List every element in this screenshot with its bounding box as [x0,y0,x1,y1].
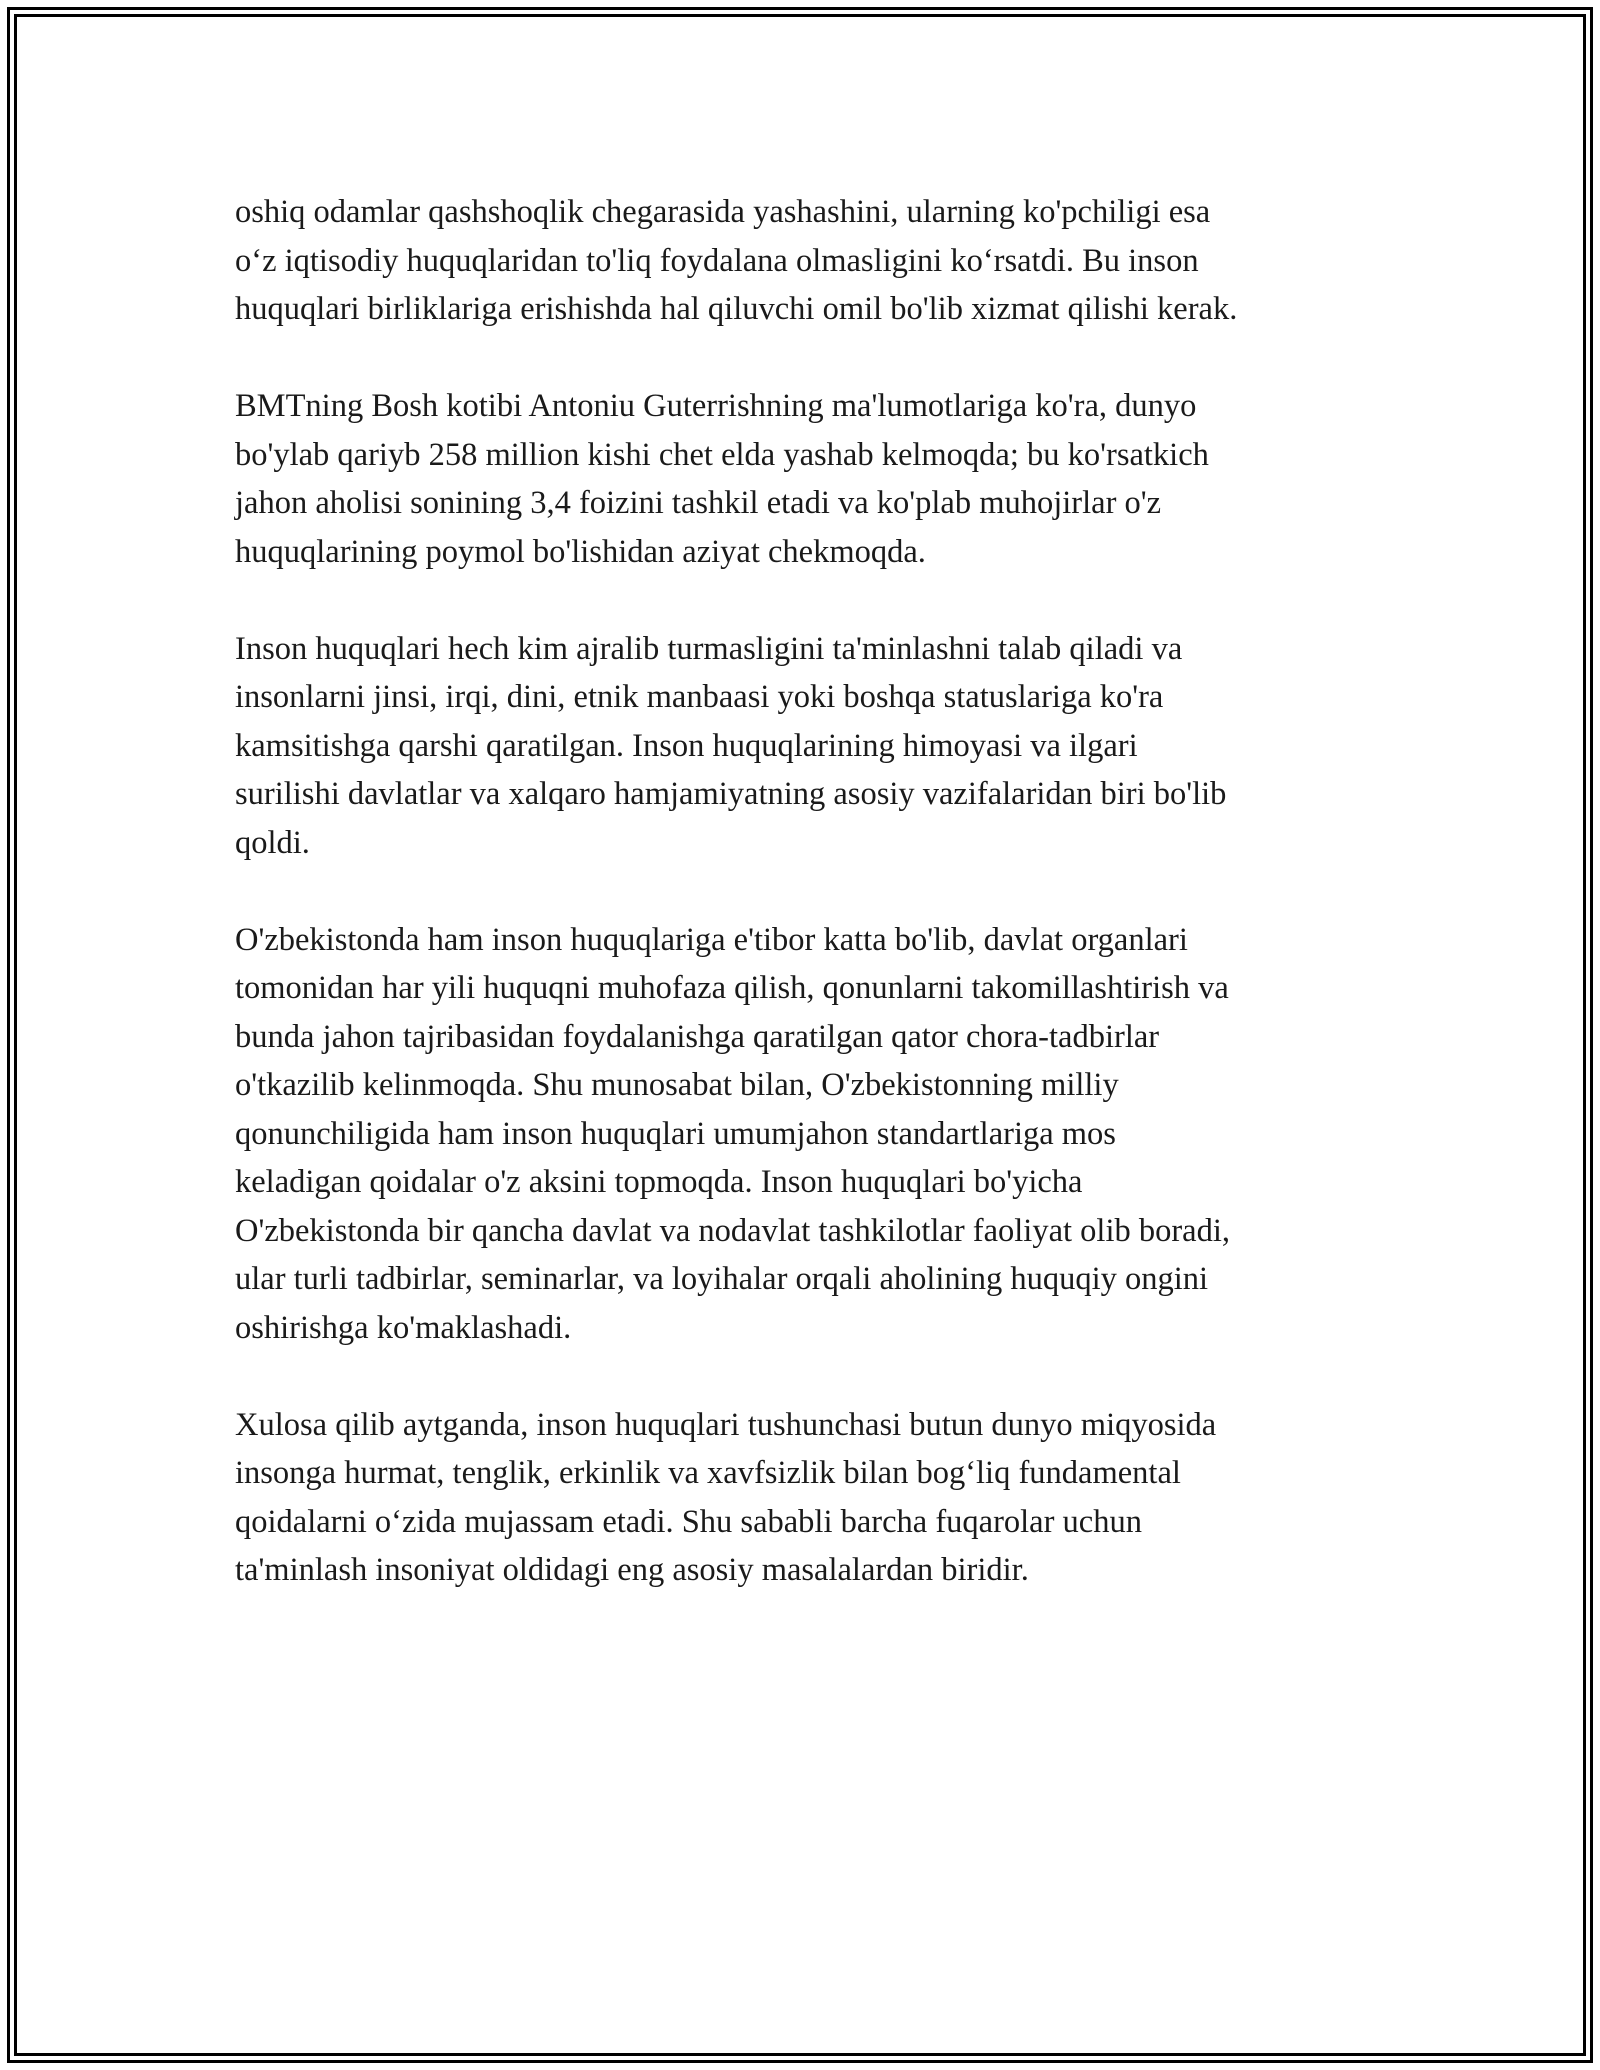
paragraph-4: O'zbekistonda ham inson huquqlariga e'tibor katta bo'lib, davlat organlari tomonidan har yili huquqni muhofaza qilish, qonunlarni takomillashtirish va bunda jahon tajribasidan foydalanishga qaratilgan qator chora-tadbirlar o'tkazilib kelinmoqda. Shu munosabat bilan, O'zbekistonning milliy qonunchiligida ham inson huquqlari umumjahon standartlariga mos keladigan qoidalar o'z aksini topmoqda. Inson huquqlari bo'yicha O'zbekistonda bir qancha davlat va nodavlat tashkilotlar faoliyat olib boradi, ular turli tadbirlar, seminarlar, va loyihalar orqali aholining huquqiy ongini oshirishga ko'maklashadi. [235,921,1230,1346]
paragraph-3: Inson huquqlari hech kim ajralib turmasligini ta'minlashni talab qiladi va insonlarni jinsi, irqi, dini, etnik manbaasi yoki boshqa statuslariga ko'ra kamsitishga qarshi qaratilgan. Inson huquqlarining himoyasi va ilgari surilishi davlatlar va xalqaro hamjamiyatning asosiy vazifalaridan biri bo'lib qoldi. [235,630,1227,861]
paragraph-2: BMTning Bosh kotibi Antoniu Guterrishning ma'lumotlariga ko'ra, dunyo bo'ylab qariyb 258 million kishi chet elda yashab kelmoqda; bu ko'rsatkich jahon aholisi sonining 3,4 foizini tashkil etadi va ko'plab muhojirlar o'z huquqlarining poymol bo'lishidan aziyat chekmoqda. [235,388,1209,570]
paragraph-5: Xulosa qilib aytganda, inson huquqlari tushunchasi butun dunyo miqyosida insonga hurmat, tenglik, erkinlik va xavfsizlik bilan bog‘liq fundamental qoidalarni o‘zida mujassam etadi. Shu sababli barcha fuqarolar uchun ta'minlash insoniyat oldidagi eng asosiy masalalardan biridir. [235,1406,1217,1588]
paragraph-1: oshiq odamlar qashshoqlik chegarasida yashashini, ularning ko'pchiligi esa o‘z iqtisodiy huquqlaridan to'liq foydalana olmasligini ko‘rsatdi. Bu inson huquqlari birliklariga erishishda hal qiluvchi omil bo'lib xizmat qilishi kerak. [235,194,1238,327]
document-body [235,188,1380,1643]
